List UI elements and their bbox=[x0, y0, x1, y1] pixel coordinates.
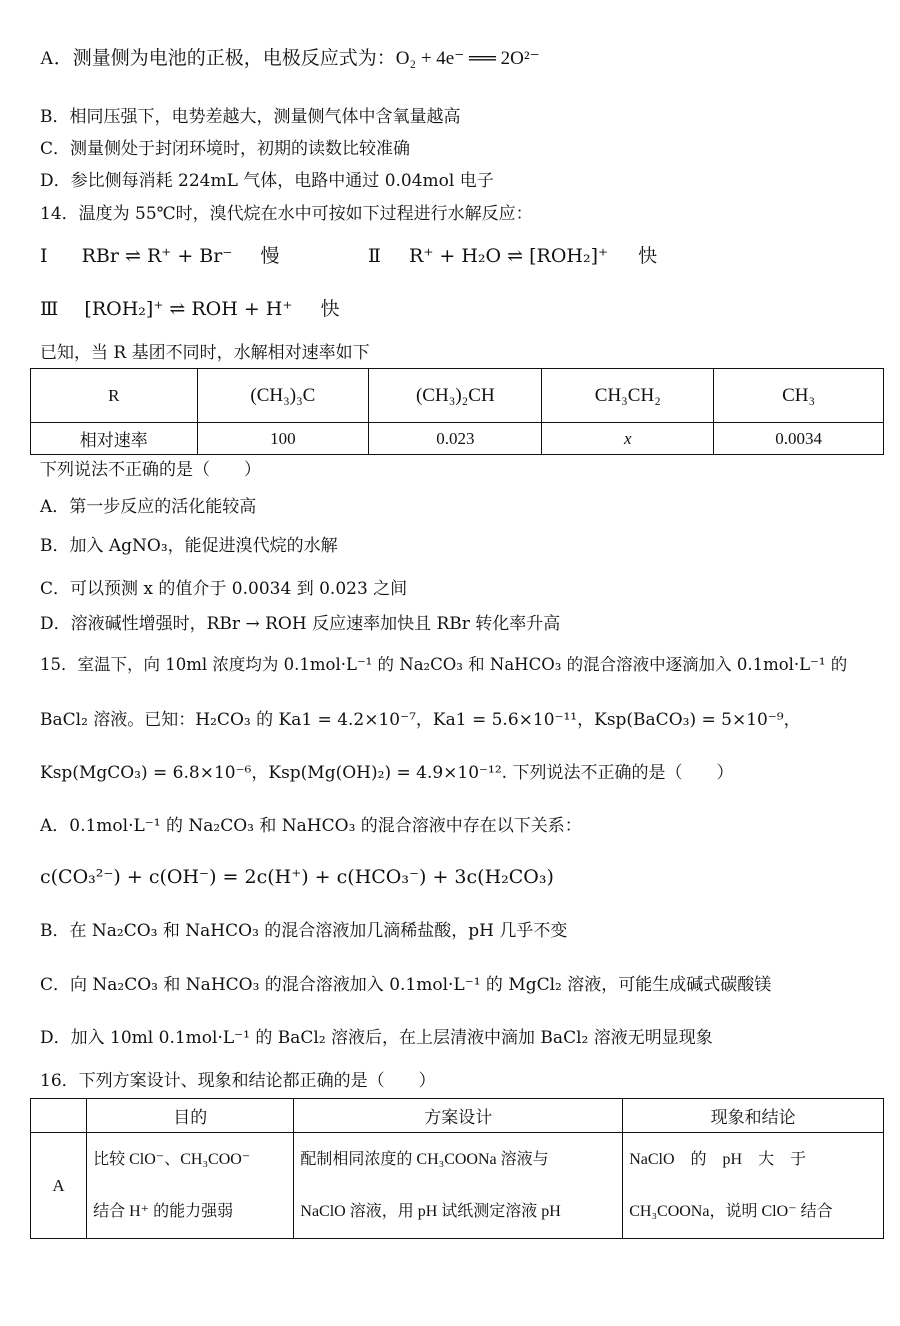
scheme-table-header-row bbox=[31, 1099, 884, 1133]
q14-stem: 14．温度为 55℃时，溴代烷在水中可按如下过程进行水解反应： bbox=[40, 204, 533, 224]
step-1-speed: 慢 bbox=[260, 245, 280, 267]
rate-table-cell: 100 bbox=[197, 423, 369, 455]
scheme-result-line-2: CH₃COONa，说明 ClO⁻ 结合 bbox=[629, 1202, 833, 1220]
q15-stem-line-1: 15．室温下，向 10ml 浓度均为 0.1mol·L⁻¹ 的 Na₂CO₃ 和 NaHCO₃ 的混合溶液中逐滴加入 0.1mol·L⁻¹ 的 bbox=[40, 655, 848, 674]
q14-option-a: A．第一步反应的活化能较高 bbox=[40, 497, 257, 517]
step-2-equation: R⁺ + H₂O ⇌ [ROH₂]⁺ bbox=[409, 245, 609, 267]
q13-option-c: C．测量侧处于封闭环境时，初期的读数比较准确 bbox=[40, 139, 411, 159]
rate-table-header-cell: R bbox=[31, 369, 198, 423]
q14-step-3 bbox=[40, 298, 340, 320]
q15-option-a: A．0.1mol·L⁻¹ 的 Na₂CO₃ 和 NaHCO₃ 的混合溶液中存在以下关系： bbox=[40, 816, 582, 836]
scheme-purpose-line-2: 结合 H⁺ 的能力强弱 bbox=[93, 1202, 234, 1220]
rate-table-cell: x bbox=[542, 423, 714, 455]
q14-step-2 bbox=[368, 245, 657, 267]
step-1-equation: RBr ⇌ R⁺ + Br⁻ bbox=[81, 245, 233, 267]
q15-option-d: D．加入 10ml 0.1mol·L⁻¹ 的 BaCl₂ 溶液后，在上层清液中滴加 BaCl₂ 溶液无明显现象 bbox=[40, 1028, 713, 1048]
step-2-label: Ⅱ bbox=[368, 245, 381, 267]
step-3-label: Ⅲ bbox=[40, 298, 59, 320]
q13-option-a: A．测量侧为电池的正极，电极反应式为：O₂ + 4e⁻ ══ 2O²⁻ bbox=[40, 48, 540, 69]
q13-option-d: D．参比侧每消耗 224mL 气体，电路中通过 0.04mol 电子 bbox=[40, 171, 494, 191]
q13-option-b: B．相同压强下，电势差越大，测量侧气体中含氧量越高 bbox=[40, 107, 461, 127]
scheme-purpose-line-1: 比较 ClO⁻、CH₃COO⁻ bbox=[93, 1150, 251, 1168]
scheme-result-line-1: NaClO 的 pH 大 于 bbox=[629, 1150, 807, 1168]
q14-step-1 bbox=[40, 245, 279, 267]
scheme-table-header-cell bbox=[31, 1099, 87, 1133]
q14-known: 已知，当 R 基团不同时，水解相对速率如下 bbox=[40, 343, 370, 363]
q15-option-a-equation: c(CO₃²⁻) + c(OH⁻) = 2c(H⁺) + c(HCO₃⁻) + 3c(H₂CO₃) bbox=[40, 866, 554, 888]
rate-table-cell: 相对速率 bbox=[31, 423, 198, 455]
q15-stem-line-3: Ksp(MgCO₃) = 6.8×10⁻⁶，Ksp(Mg(OH)₂) = 4.9×10⁻¹². 下列说法不正确的是（ ） bbox=[40, 763, 734, 783]
scheme-table-row-a bbox=[31, 1133, 884, 1239]
scheme-table-header-cell: 方案设计 bbox=[294, 1099, 623, 1133]
q14-option-c: C．可以预测 x 的值介于 0.0034 到 0.023 之间 bbox=[40, 579, 408, 599]
rate-table-header-cell: (CH₃)₃C bbox=[197, 369, 369, 423]
rate-table-header-cell: (CH₃)₂CH bbox=[369, 369, 542, 423]
scheme-design-cell bbox=[294, 1133, 623, 1239]
step-1-label: Ⅰ bbox=[40, 245, 48, 267]
rate-table-header-cell: CH₃ bbox=[714, 369, 884, 423]
scheme-table-header-cell: 现象和结论 bbox=[623, 1099, 884, 1133]
rate-table-header-row bbox=[31, 369, 884, 423]
q14-option-d: D．溶液碱性增强时，RBr → ROH 反应速率加快且 RBr 转化率升高 bbox=[40, 614, 561, 634]
q16-stem: 16．下列方案设计、现象和结论都正确的是（ ） bbox=[40, 1071, 436, 1091]
q15-option-c: C．向 Na₂CO₃ 和 NaHCO₃ 的混合溶液加入 0.1mol·L⁻¹ 的 MgCl₂ 溶液，可能生成碱式碳酸镁 bbox=[40, 975, 772, 995]
rate-table-header-cell: CH₃CH₂ bbox=[542, 369, 714, 423]
scheme-table-header-cell: 目的 bbox=[87, 1099, 294, 1133]
q14-question: 下列说法不正确的是（ ） bbox=[40, 460, 261, 480]
scheme-design-line-2: NaClO 溶液，用 pH 试纸测定溶液 pH bbox=[300, 1202, 561, 1220]
q14-option-b: B．加入 AgNO₃，能促进溴代烷的水解 bbox=[40, 536, 338, 556]
scheme-result-cell bbox=[623, 1133, 884, 1239]
scheme-purpose-cell bbox=[87, 1133, 294, 1239]
scheme-row-label: A bbox=[31, 1133, 87, 1239]
rate-table-cell: 0.023 bbox=[369, 423, 542, 455]
rate-table-row bbox=[31, 423, 884, 455]
rate-table bbox=[30, 368, 884, 455]
q15-option-b: B．在 Na₂CO₃ 和 NaHCO₃ 的混合溶液加几滴稀盐酸，pH 几乎不变 bbox=[40, 921, 568, 941]
step-2-speed: 快 bbox=[638, 245, 658, 267]
q15-stem-line-2: BaCl₂ 溶液。已知：H₂CO₃ 的 Ka1 = 4.2×10⁻⁷，Ka1 = 5.6×10⁻¹¹，Ksp(BaCO₃) = 5×10⁻⁹， bbox=[40, 710, 801, 730]
step-3-equation: [ROH₂]⁺ ⇌ ROH + H⁺ bbox=[84, 298, 293, 320]
scheme-table bbox=[30, 1098, 884, 1239]
rate-table-cell: 0.0034 bbox=[714, 423, 884, 455]
step-3-speed: 快 bbox=[320, 298, 340, 320]
scheme-design-line-1: 配制相同浓度的 CH₃COONa 溶液与 bbox=[300, 1150, 549, 1168]
